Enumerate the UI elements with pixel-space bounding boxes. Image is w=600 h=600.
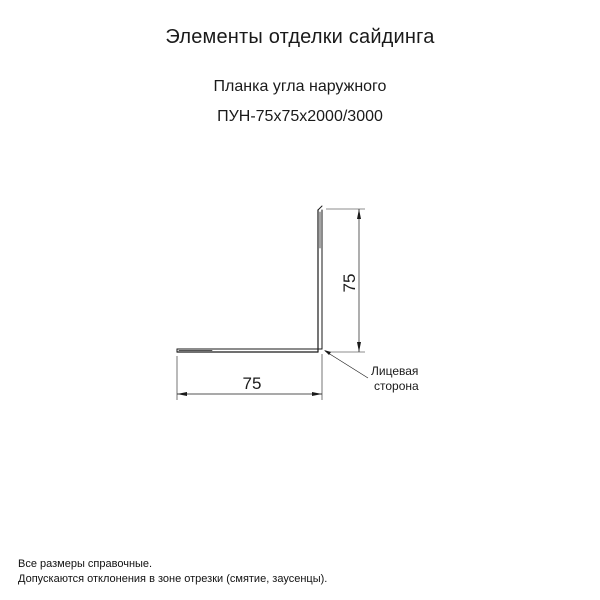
face-side-leader	[324, 350, 368, 378]
vertical-dimension-label: 75	[340, 273, 359, 293]
note-cut-tolerance: Допускаются отклонения в зоне отрезки (смятие, заусенцы).	[18, 573, 328, 585]
product-name: Планка угла наружного	[213, 78, 387, 95]
page-title: Элементы отделки сайдинга	[165, 26, 435, 48]
face-side-label-line1: Лицевая	[371, 364, 419, 378]
corner-profile	[177, 206, 322, 352]
product-code: ПУН-75х75х2000/3000	[217, 108, 383, 125]
note-reference-dimensions: Все размеры справочные.	[18, 558, 153, 570]
face-side-label-line2: сторона	[374, 379, 419, 393]
horizontal-dimension-label: 75	[242, 374, 262, 393]
notes-block	[18, 557, 327, 587]
